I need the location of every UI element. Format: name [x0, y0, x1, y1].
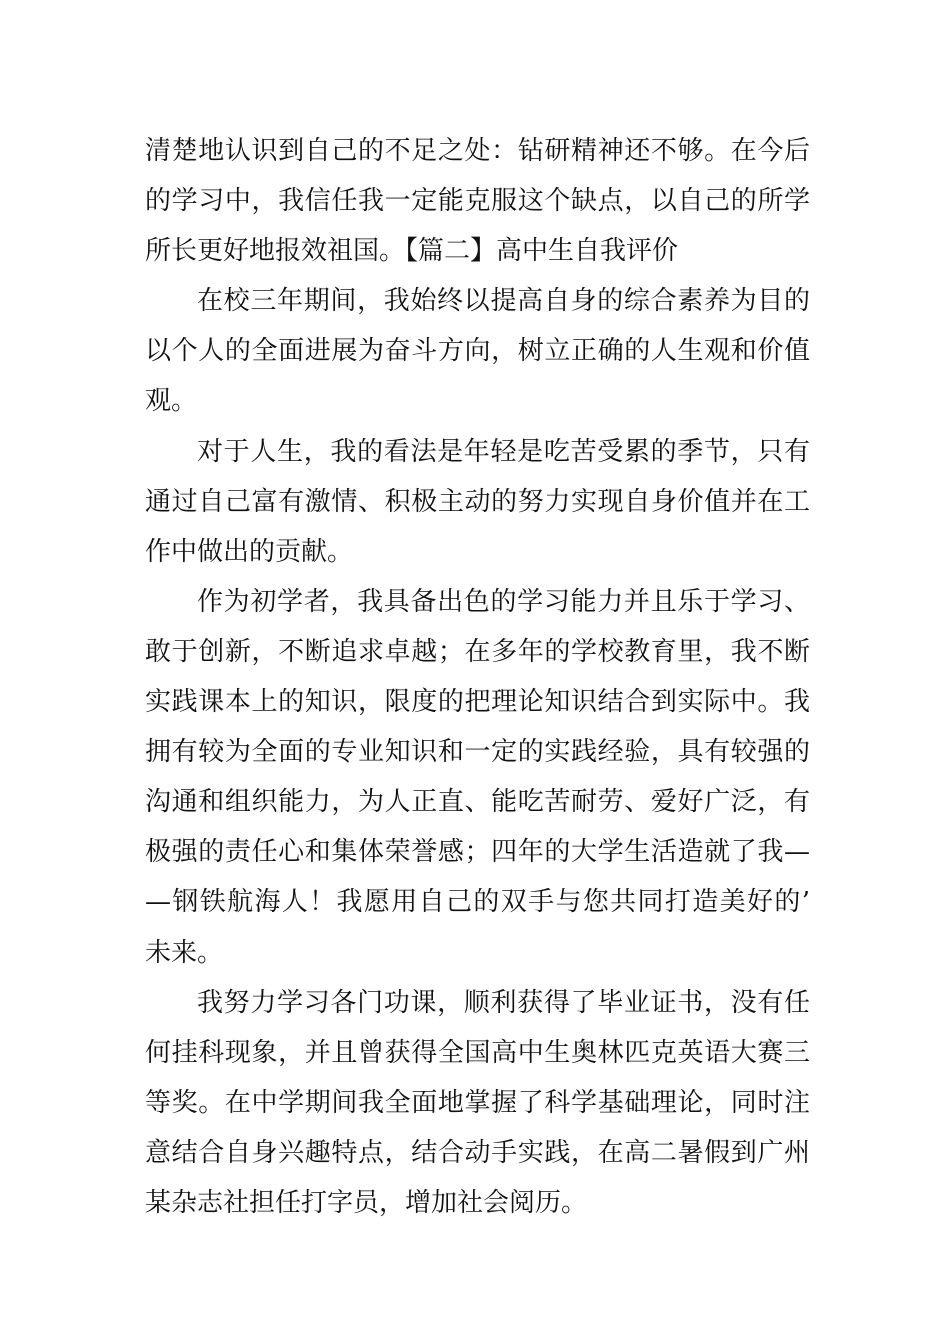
paragraph-first-line: 作为初学者，我具备出色的学习能力并且乐于学习、	[197, 586, 810, 617]
text-line: 所长更好地报效祖国。【篇二】高中生自我评价	[145, 236, 679, 267]
text-line: 等奖。在中学期间我全面地掌握了科学基础理论，同时注	[145, 1087, 810, 1118]
text-line: —钢铁航海人！我愿用自己的双手与您共同打造美好的’	[145, 887, 810, 918]
text-line: 以个人的全面进展为奋斗方向，树立正确的人生观和价值	[145, 336, 810, 367]
text-line: 作中做出的贡献。	[145, 536, 354, 567]
paragraph-first-line: 在校三年期间，我始终以提高自身的综合素养为目的	[197, 286, 810, 317]
text-line: 某杂志社担任打字员，增加社会阅历。	[145, 1187, 588, 1218]
text-line: 未来。	[145, 937, 224, 968]
text-line: 通过自己富有激情、积极主动的努力实现自身价值并在工	[145, 486, 810, 517]
text-line: 实践课本上的知识，限度的把理论知识结合到实际中。我	[145, 687, 810, 718]
text-line: 观。	[145, 386, 198, 417]
paragraph-first-line: 对于人生，我的看法是年轻是吃苦受累的季节，只有	[197, 436, 810, 467]
text-line: 清楚地认识到自己的不足之处：钻研精神还不够。在今后	[145, 136, 810, 166]
text-line: 极强的责任心和集体荣誉感；四年的大学生活造就了我—	[145, 837, 810, 868]
text-line: 何挂科现象，并且曾获得全国高中生奥林匹克英语大赛三	[145, 1037, 810, 1068]
text-line: 意结合自身兴趣特点，结合动手实践，在高二暑假到广州	[145, 1137, 810, 1168]
text-line: 拥有较为全面的专业知识和一定的实践经验，具有较强的	[145, 737, 810, 768]
text-line: 的学习中，我信任我一定能克服这个缺点，以自己的所学	[145, 186, 810, 217]
document-body	[145, 126, 810, 1228]
paragraph-first-line: 我努力学习各门功课，顺利获得了毕业证书，没有任	[197, 987, 810, 1018]
text-line: 沟通和组织能力，为人正直、能吃苦耐劳、爱好广泛，有	[145, 787, 810, 818]
text-line: 敢于创新，不断追求卓越；在多年的学校教育里，我不断	[145, 636, 810, 667]
